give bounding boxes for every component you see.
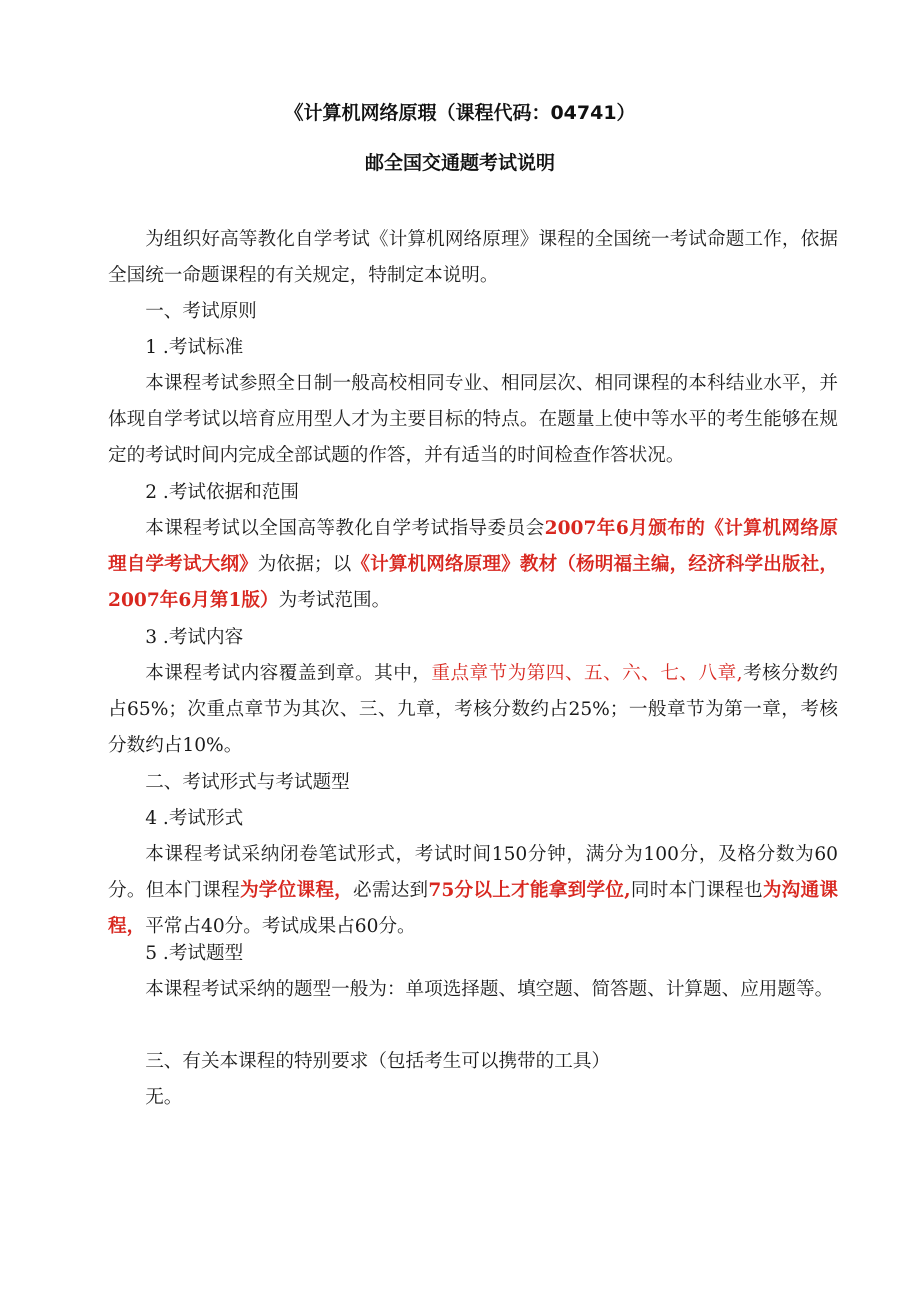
form-text-3: 同时本门课程也 [630, 880, 763, 902]
intro-paragraph: 为组织好高等教化自学考试《计算机网络原理》课程的全国统一考试命题工作，依据全国统一命题课程的有关规定，特制定本说明。 [108, 229, 838, 287]
paragraph-exam-content [108, 656, 838, 765]
form-score-requirement-highlight: 75分以上才能拿到学位, [428, 880, 631, 902]
form-communication-course-highlight: 为沟通课程， [108, 880, 838, 938]
content-text-1: 本课程考试内容覆盖到章。其中， [145, 663, 432, 684]
form-text-2: 必需达到 [353, 880, 429, 902]
subheading-exam-form: 4 .考试形式 [145, 808, 244, 829]
subheading-exam-basis: 2 .考试依据和范围 [145, 482, 299, 503]
subheading-exam-content: 3 .考试内容 [145, 627, 244, 648]
basis-syllabus-highlight: 2007年6月颁布的《计算机网络原理自学考试大纲》 [108, 518, 838, 576]
basis-text-1: 本课程考试以全国高等教化自学考试指导委员会 [145, 518, 545, 539]
form-text-4: 平常占40分。考试成果占60分。 [145, 916, 416, 938]
doc-title-line1: 《计算机网络原瑕（课程代码：04741） [284, 102, 636, 124]
section-heading-special-requirements: 三、有关本课程的特别要求（包括考生可以携带的工具） [145, 1051, 611, 1072]
paragraph-special-requirements: 无。 [145, 1087, 183, 1108]
subheading-question-types: 5 .考试题型 [145, 943, 244, 964]
paragraph-exam-standard: 本课程考试参照全日制一般高校相同专业、相同层次、相同课程的本科结业水平，并体现自学考试以培育应用型人才为主要目标的特点。在题量上使中等水平的考生能够在规定的考试时间内完成全部试题的作答，并有适当的时间检查作答状况。 [108, 373, 838, 467]
paragraph-exam-basis [108, 511, 838, 620]
doc-title-line2: 邮全国交通题考试说明 [364, 152, 555, 174]
basis-textbook-highlight: 《计算机网络原理》教材（杨明福主编，经济科学出版社，2007年6月第1版） [108, 554, 838, 612]
basis-text-3: 为考试范围。 [278, 590, 391, 612]
form-degree-course-highlight: 为学位课程， [239, 880, 354, 902]
content-text-2: 考核分数约占65%；次重点章节为其次、三、九章，考核分数约占25%；一般章节为第一章，考核分数约占10%。 [108, 663, 838, 757]
subheading-exam-standard: 1 .考试标准 [145, 337, 244, 358]
basis-text-2: 为依据；以 [257, 554, 352, 576]
section-heading-principles: 一、考试原则 [145, 301, 257, 322]
form-text-1: 本课程考试采纳闭卷笔试形式，考试时间150分钟，满分为100分，及格分数为60分。但本门课程 [108, 844, 839, 902]
paragraph-question-types: 本课程考试采纳的题型一般为：单项选择题、填空题、简答题、计算题、应用题等。 [145, 979, 834, 1000]
content-key-chapters-highlight: 重点章节为第四、五、六、七、八章, [431, 663, 743, 684]
paragraph-exam-form [108, 837, 838, 946]
section-heading-format: 二、考试形式与考试题型 [145, 772, 350, 793]
